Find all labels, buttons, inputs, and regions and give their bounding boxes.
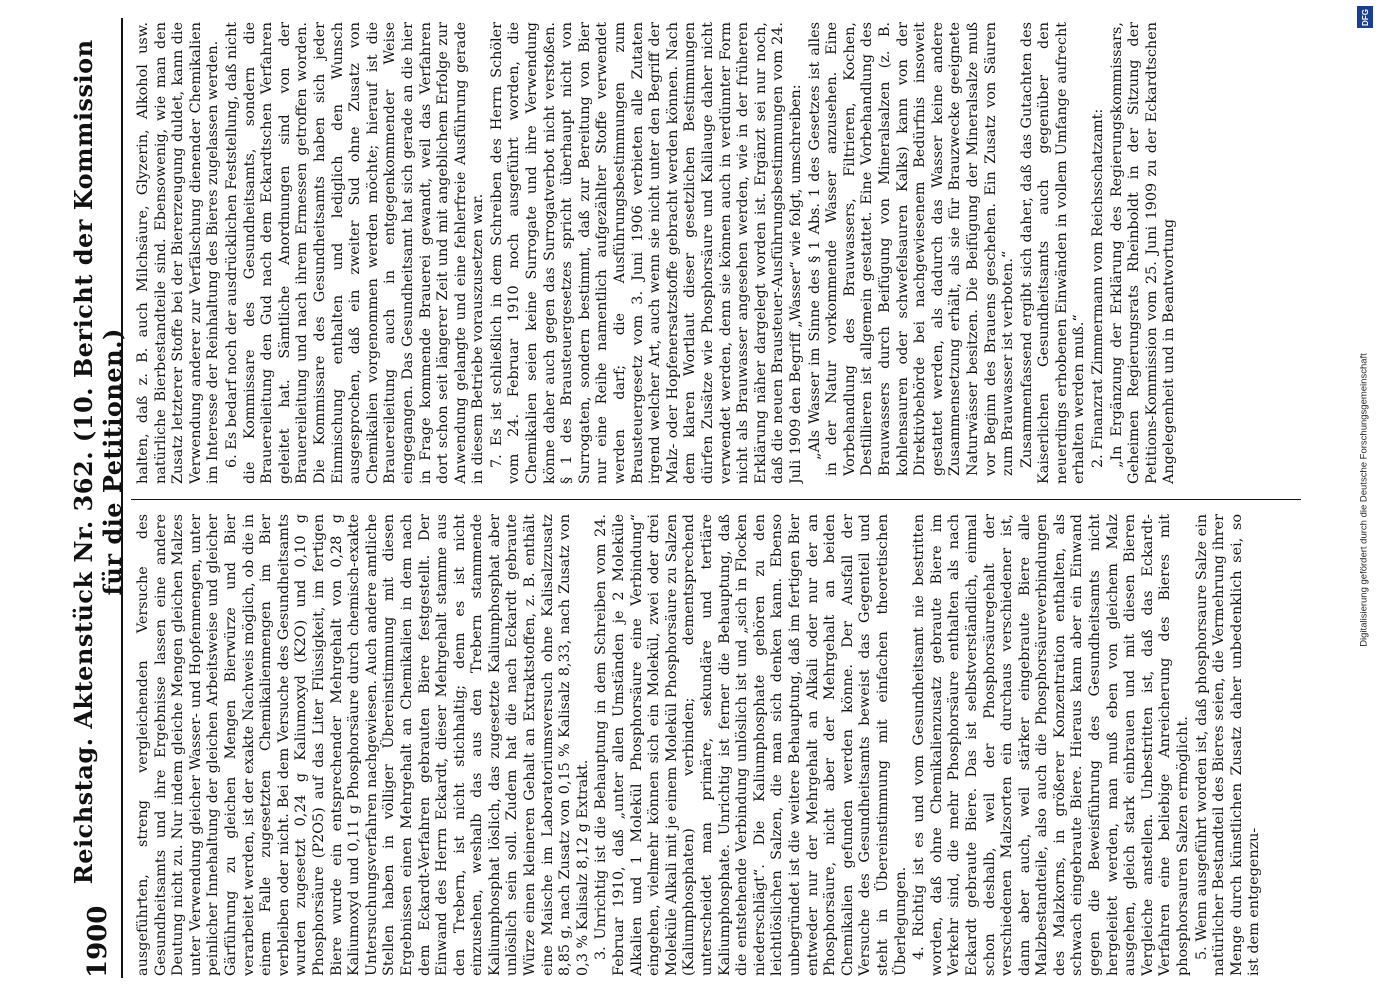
paragraph: 6. Es bedarf noch der ausdrücklichen Feststellung, daß nicht die Kommissare des Gesundheitsamts, sondern die Brauereileitung den Gud nach dem Eckardtschen Verfahren geleitet hat. Sämtliche Anordnungen sind von der Brauereileitung und nach ihrem Ermessen getroffen worden. Die Kommissare des Gesundheitsamts haben sich jeder Einmischung enthalten und lediglich den Wunsch ausgesprochen, daß ein zweiter Sud ohne Zusatz von Chemikalien vorgenommen werden möchte; hierauf ist die Brauereileitung auch in entgegenkommender Weise eingegangen. Das Gesundheitsamt hat sich gerade an die hier in Frage kommende Brauerei gewandt, weil das Verfahren dort schon seit längerer Zeit und mit angeblichem Erfolge zur Anwendung gelangte und eine fehlerfreie Ausführung gerade in diesem Betriebe vorauszusetzen war. [223, 22, 487, 484]
page-header [69, 18, 127, 978]
digitization-credit [1353, 0, 1375, 1000]
dfg-logo-text: DFG [1360, 8, 1370, 26]
column-divider [131, 499, 1301, 500]
paragraph: 7. Es ist schließlich in dem Schreiben des Herrn Schöler vom 24. Februar 1910 noch ausgeführt worden, die Chemikalien seien keine Surrogate und ihre Verwendung könne daher auch gegen das Surrogatverbot nicht verstoßen. § 1 des Brausteuergesetzes spricht überhaupt nicht von Surrogaten, sondern bestimmt, daß zur Bereitung von Bier nur eine Reihe namentlich aufgezählter Stoffe verwendet werden darf; die Ausführungsbestimmungen zum Brausteuergesetz vom 3. Juni 1906 verbieten alle Zutaten irgend welcher Art, auch wenn sie nicht unter den Begriff der Malz- oder Hopfenersatzstoffe gebracht werden können. Nach dem klaren Wortlaut dieser gesetzlichen Bestimmungen dürfen Zusätze wie Phosphorsäure und Kalilauge daher nicht verwendet werden, denn sie können auch in verdünnter Form nicht als Brauwasser angesehen werden, wie in der früheren Erklärung näher dargelegt worden ist. Ergänzt sei nur noch, daß die neuen Brausteuer-Ausführungsbestimmungen vom 24. Juli 1909 den Begriff „Wasser“ wie folgt, umschreiben: [488, 22, 804, 484]
quoted-paragraph: „Als Wasser im Sinne des § 1 Abs. 1 des Gesetzes ist alles in der Natur vorkommende Wasser anzusehen. Eine Vorbehandlung des Brauwassers, Filtrieren, Kochen, Destillieren ist allgemein gestattet. Eine Vorbehandlung des Brauwassers durch Beifügung von Mineralsalzen (z. B. kohlensauren oder schwefelsauren Kalks) kann von der Direktivbehörde bei nachgewiesenem Bedürfnis insoweit gestattet werden, als dadurch das Wasser keine andere Zusammensetzung erhält, als sie für Brauzwecke geeignete Naturwässer besitzen. Die Beifügung der Mineralsalze muß vor Beginn des Brauens geschehen. Ein Zusatz von Säuren zum Brauwasser ist verboten.“ [806, 22, 1017, 476]
left-column [135, 514, 1295, 976]
paragraph: 5. Wenn ausgeführt worden ist, daß phosphorsaure Salze ein natürlicher Bestandteil des Bieres seien, die Vermehrung ihrer Menge durch künstlichen Zusatz daher unbedenklich sei, so ist dem entgegenzu- [1193, 514, 1263, 976]
paragraph: halten, daß z. B. auch Milchsäure, Glyzerin, Alkohol usw. natürliche Bierbestandteile sind. Ebensowenig, wie man den Zusatz letzterer Stoffe bei der Biererzeugung duldet, kann die Verwendung anderer zur Verfälschung dienender Chemikalien im Interesse der Reinhaltung des Bieres zugelassen werden. [135, 22, 222, 484]
paragraph: ausgeführten, streng vergleichenden Versuche des Gesundheitsamts und ihre Ergebnisse lassen eine andere Deutung nicht zu. Nur indem gleiche Mengen gleichen Malzes unter Verwendung gleicher Wasser- und Hopfenmengen, unter peinlicher Innehaltung der gleichen Arbeitsweise und gleicher Gärführung zu gleichen Mengen Bierwürze und Bier verarbeitet werden, ist der exakte Nachweis möglich, ob die in einem Falle zugesetzten Chemikalienmengen im Bier verbleiben oder nicht. Bei dem Versuche des Gesundheitsamts wurden zugesetzt 0,24 g Kaliumoxyd (K2O) und 0,10 g Phosphorsäure (P2O5) auf das Liter Flüssigkeit, im fertigen Biere wurde ein entsprechender Mehrgehalt von 0,28 g Kaliumoxyd und 0,11 g Phosphorsäure durch chemisch-exakte Untersuchungsverfahren nachgewiesen. Auch andere amtliche Stellen haben in völliger Übereinstimmung mit diesen Ergebnissen einen Mehrgehalt an Chemikalien in dem nach dem Eckardt-Verfahren gebrauten Biere festgestellt. Der Einwand des Herrn Eckardt, dieser Mehrgehalt stamme aus den Trebern, ist nicht stichhaltig; denn es ist nicht einzusehen, weshalb das aus den Trebern stammende Kaliumphosphat löslich, das zugesetzte Kaliumphosphat aber unlöslich sein soll. Zudem hat die nach Eckardt gebraute Würze einen kleineren Gehalt an Extraktstoffen, z. B. enthält eine Maische im Laboratoriumsversuch ohne Kalisalzzusatz 8,85 g, nach Zusatz von 0,15 % Kalisalz 8,33, nach Zusatz von 0,3 % Kalisalz 8,12 g Extrakt. [135, 514, 591, 976]
paragraph: 3. Unrichtig ist die Behauptung in dem Schreiben vom 24. Februar 1910, daß „unter allen Umständen je 2 Moleküle Alkalien und 1 Molekül Phosphorsäure eine Verbindung“ eingehen, vielmehr können sich ein Molekül, zwei oder drei Moleküle Alkali mit je einem Molekül Phosphorsäure zu Salzen (Kaliumphosphaten) verbinden; dementsprechend unterscheidet man primäre, sekundäre und tertiäre Kaliumphosphate. Unrichtig ist ferner die Behauptung, daß die entstehende Verbindung unlöslich ist und „sich in Flocken niederschlägt“. Die Kaliumphosphate gehören zu den leichtlöslichen Salzen, die man sich denken kann. Ebenso unbegründet ist die weitere Behauptung, daß im fertigen Bier entweder nur der Mehrgehalt an Alkali oder nur der an Phosphorsäure, nicht aber der Mehrgehalt an beiden Chemikalien gefunden werden könne. Der Ausfall der Versuche des Gesundheitsamts beweist das Gegenteil und steht in Übereinstimmung mit einfachen theoretischen Überlegungen. [593, 514, 909, 976]
paragraph: 2. Finanzrat Zimmermann vom Reichsschatzamt: [1090, 108, 1107, 468]
page-number: 1900 [83, 905, 113, 978]
dfg-logo [1357, 6, 1373, 28]
rotated-page [35, 0, 1335, 1000]
right-column [135, 22, 1295, 484]
credit-text: Digitalisierung gefördert durch die Deutsche Forschungsgemeinschaft [1358, 353, 1370, 647]
paragraph: „In Ergänzung der Erklärung des Regierungskommissars, Geheimen Regierungsrats Rheinboldt in der Sitzung der Petitions-Kommission vom 25. Juni 1909 zu der Eckardtschen Angelegenheit und in Beantwortung [1108, 22, 1178, 484]
page-title: Reichstag. Aktenstück Nr. 362. (10. Bericht der Kommission für die Petitionen.) [69, 39, 127, 885]
paragraph: Zusammenfassend ergibt sich daher, daß das Gutachten des Kaiserlichen Gesundheitsamts auch gegenüber den neuerdings erhobenen Einwänden in vollem Umfange aufrecht erhalten werden muß.“ [1018, 22, 1088, 484]
paragraph: 4. Richtig ist es und vom Gesundheitsamt nie bestritten worden, daß ohne Chemikalienzusatz gebraute Biere im Verkehr sind, die mehr Phosphorsäure enthalten als nach Eckardt gebraute Biere. Das ist selbstverständlich, einmal schon deshalb, weil der Phosphorsäuregehalt der verschiedenen Malzsorten ein durchaus verschiedener ist, dann aber auch, weil stärker eingebraute Biere alle Malzbestandteile, also auch die Phosphorsäureverbindungen des Malzkorns, in größerer Konzentration enthalten, als schwach eingebraute Biere. Hieraus kann aber ein Einwand gegen die Beweisführung des Gesundheitsamts nicht hergeleitet werden, man muß eben von gleichem Malz ausgehen, gleich stark einbrauen und mit diesen Bieren Vergleiche anstellen. Unbestritten ist, daß das Eckardt-Verfahren eine beliebige Anreicherung des Bieres mit phosphorsauren Salzen ermöglicht. [911, 514, 1192, 976]
